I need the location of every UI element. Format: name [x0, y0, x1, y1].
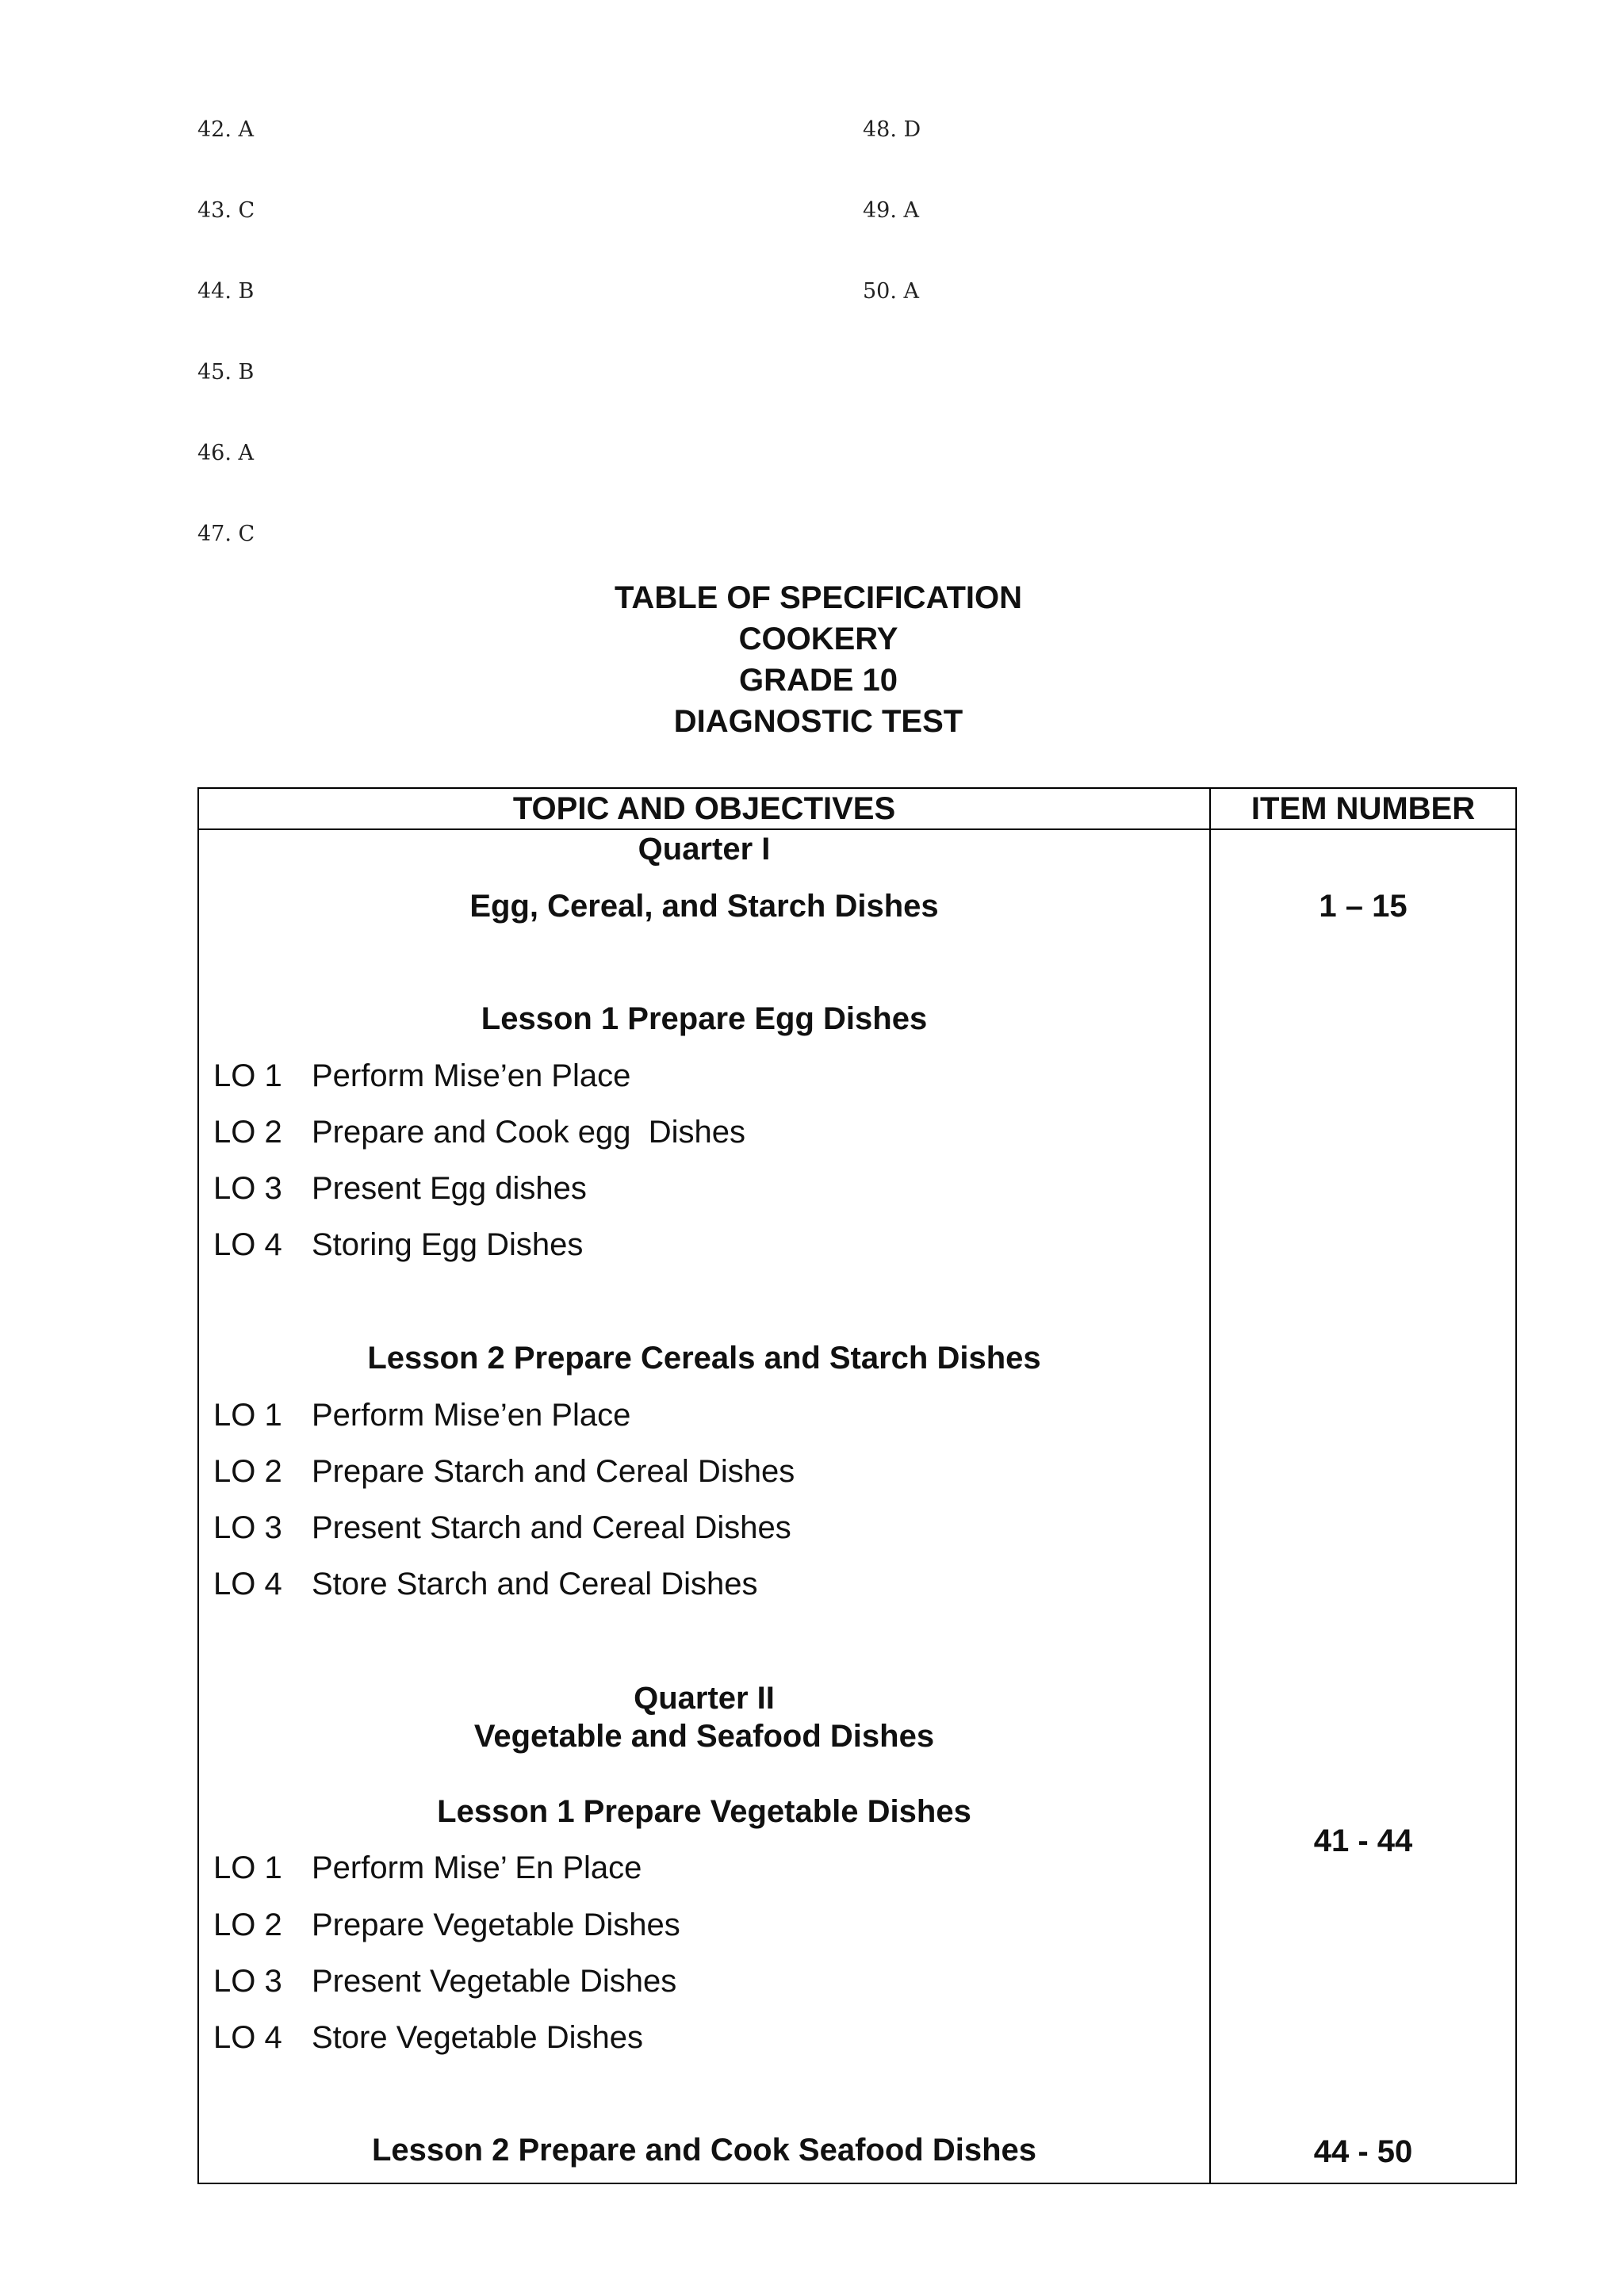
quarter-subtitle: Egg, Cereal, and Starch Dishes: [469, 889, 939, 924]
heading-grade: GRADE 10: [738, 663, 898, 698]
answer-item: 49. A: [863, 198, 920, 223]
learning-objective: LO 2 Prepare Starch and Cereal Dishes: [213, 1454, 795, 1489]
item-numbers-cell: [1210, 829, 1516, 2183]
learning-objective: LO 1 Perform Mise’en Place: [213, 1398, 631, 1433]
answer-item: 44. B: [197, 279, 255, 304]
specification-table: [197, 787, 1517, 2184]
learning-objective: LO 3 Present Starch and Cereal Dishes: [213, 1510, 791, 1545]
answer-item: 47. C: [197, 522, 255, 546]
learning-objective: LO 1 Perform Mise’en Place: [213, 1058, 631, 1093]
quarter-title: Quarter I: [638, 832, 771, 867]
learning-objective: LO 1 Perform Mise’ En Place: [213, 1850, 642, 1885]
document-heading: [0, 577, 1624, 742]
quarter-title: Quarter II: [634, 1681, 775, 1716]
learning-objective: LO 3 Present Egg dishes: [213, 1171, 587, 1206]
learning-objective: LO 2 Prepare Vegetable Dishes: [213, 1908, 680, 1942]
lesson-title: Lesson 1 Prepare Egg Dishes: [481, 1001, 928, 1036]
answer-item: 43. C: [197, 198, 255, 223]
answer-item: 48. D: [863, 117, 921, 142]
header-topic: TOPIC AND OBJECTIVES: [198, 788, 1210, 829]
table-header-row: [198, 788, 1516, 829]
header-item-number: ITEM NUMBER: [1210, 788, 1516, 829]
lesson-title: Lesson 2 Prepare and Cook Seafood Dishes: [371, 2133, 1037, 2168]
learning-objective: LO 4 Store Starch and Cereal Dishes: [213, 1567, 758, 1601]
answer-item: 46. A: [197, 441, 255, 465]
topics-cell: [198, 829, 1210, 2183]
learning-objective: LO 4 Store Vegetable Dishes: [213, 2020, 644, 2055]
answer-item: 45. B: [197, 360, 255, 385]
quarter-subtitle: Vegetable and Seafood Dishes: [473, 1719, 935, 1754]
learning-objective: LO 3 Present Vegetable Dishes: [213, 1964, 677, 1999]
item-number: 41 - 44: [1313, 1823, 1413, 1858]
answer-item: 50. A: [863, 279, 920, 304]
heading-subject: COOKERY: [738, 622, 898, 656]
lesson-title: Lesson 1 Prepare Vegetable Dishes: [437, 1794, 971, 1829]
lesson-title: Lesson 2 Prepare Cereals and Starch Dishes: [367, 1341, 1041, 1376]
table-body-row: [198, 829, 1516, 2183]
answer-item: 42. A: [197, 117, 255, 142]
learning-objective: LO 2 Prepare and Cook egg Dishes: [213, 1115, 745, 1150]
item-number: 1 – 15: [1319, 889, 1408, 924]
heading-title: TABLE OF SPECIFICATION: [614, 580, 1023, 615]
learning-objective: LO 4 Storing Egg Dishes: [213, 1227, 584, 1262]
item-number: 44 - 50: [1313, 2134, 1413, 2169]
heading-test-name: DIAGNOSTIC TEST: [673, 704, 963, 739]
